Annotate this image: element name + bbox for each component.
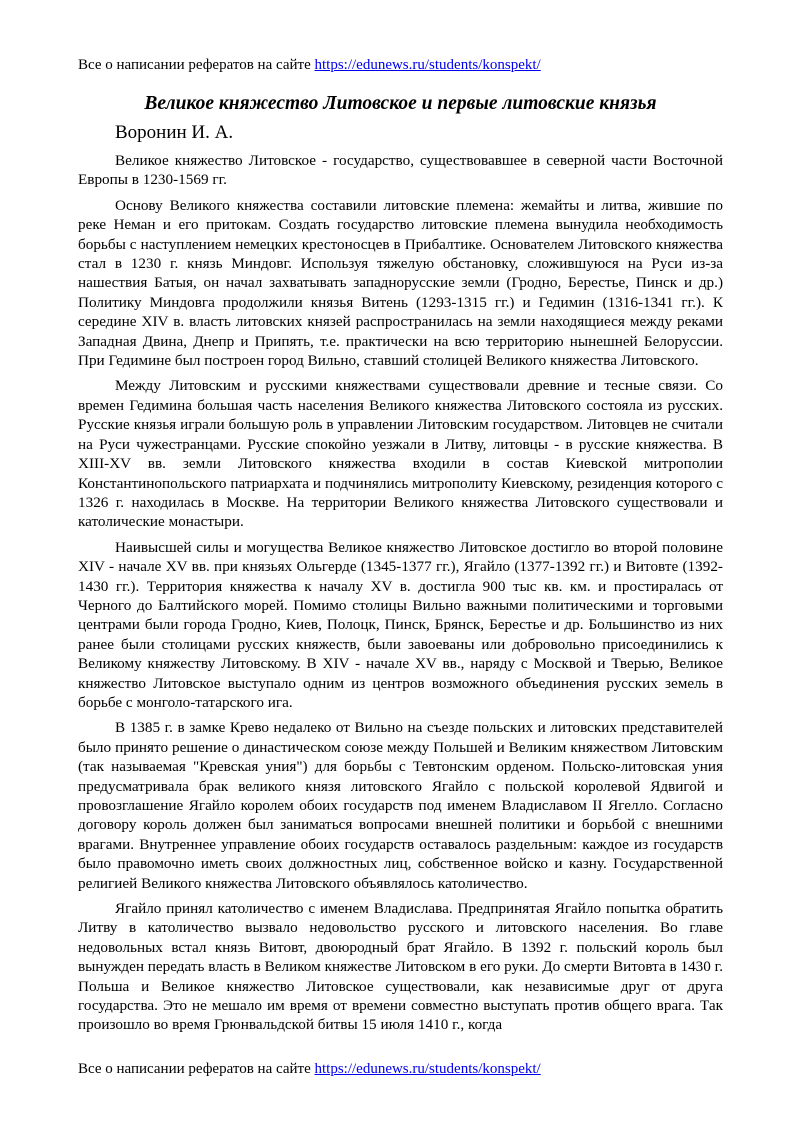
paragraph-6: Ягайло принял католичество с именем Владислава. Предпринятая Ягайло попытка обратить Литву в католичество вызвало недовольство русского и литовского населения. Во главе недовольных встал князь Витовт, двоюродный брат Ягайло. В 1392 г. польский король был вынужден передать власть в Великом княжестве Литовском в его руки. До смерти Витовта в 1430 г. Польша и Великое княжество Литовское существовали, как независимые друг от друга государства. Это не мешало им время от времени совместно выступать против общего врага. Так произошло во время Грюнвальдской битвы 15 июля 1410 г., когда <box>78 900 723 1034</box>
page-header <box>78 56 541 74</box>
page-footer <box>78 1060 541 1078</box>
footer-prefix-text: Все о написании рефератов на сайте <box>78 1061 315 1077</box>
article-title: Великое княжество Литовское и первые литовские князья <box>144 93 657 114</box>
paragraph-1: Великое княжество Литовское - государство, существовавшее в северной части Восточной Европы в 1230-1569 гг. <box>78 152 723 189</box>
paragraph-5: В 1385 г. в замке Крево недалеко от Вильно на съезде польских и литовских представителей было принято решение о династическом союзе между Польшей и Великим княжеством Литовским (так называемая "Кревская уния") для борьбы с Тевтонским орденом. Польско-литовская уния предусматривала брак великого князя литовского Ягайло с польской королевой Ядвигой и провозглашение Ягайло королем обоих государств под именем Владиславом II Ягелло. Согласно договору король должен был заниматься вопросами внешней политики и борьбой с внешними врагами. Внутреннее управление обоих государств оставалось раздельным: каждое из государств было правомочно иметь своих должностных лиц, собственное войско и казну. Государственной религией Великого княжества Литовского объявлялось католичество. <box>78 719 723 892</box>
header-prefix-text: Все о написании рефератов на сайте <box>78 57 315 73</box>
article-author: Воронин И. А. <box>115 122 234 143</box>
article-body <box>78 151 723 1041</box>
header-site-link[interactable]: https://edunews.ru/students/konspekt/ <box>314 57 541 73</box>
paragraph-4: Наивысшей силы и могущества Великое княжество Литовское достигло во второй половине XIV - начале XV вв. при князьях Ольгерде (1345-1377 гг.), Ягайло (1377-1392 гг.) и Витовте (1392-1430 гг.). Территория княжества к началу XV в. достигла 900 тыс кв. км. и простиралась от Черного до Балтийского морей. Помимо столицы Вильно важными политическими и торговыми центрами были города Гродно, Киев, Полоцк, Пинск, Брянск, Берестье и др. Большинство из них ранее были столицами русских княжеств, были завоеваны или добровольно присоединились к Великому княжеству Литовскому. В XIV - начале XV вв., наряду с Москвой и Тверью, Великое княжество Литовское выступало одним из центров возможного объединения русских земель в борьбе с монголо-татарского ига. <box>78 538 723 711</box>
footer-site-link[interactable]: https://edunews.ru/students/konspekt/ <box>314 1061 541 1077</box>
paragraph-2: Основу Великого княжества составили литовские племена: жемайты и литва, жившие по реке Неман и его притокам. Создать государство литовские племена вынудила необходимость борьбы с наступлением немецких крестоносцев в Прибалтике. Основателем Литовского княжества стал в 1230 г. князь Миндовг. Используя тяжелую обстановку, сложившуюся на Руси из-за нашествия Батыя, он начал захватывать западнорусские земли (Гродно, Берестье, Пинск и др.) Политику Миндовга продолжили князья Витень (1293-1315 гг.) и Гедимин (1316-1341 гг.). К середине XIV в. власть литовских князей распространилась на земли находящиеся между реками Западная Двина, Днепр и Припять, т.е. практически на всю территорию нынешней Белоруссии. При Гедимине был построен город Вильно, ставший столицей Великого княжества Литовского. <box>78 196 723 370</box>
paragraph-3: Между Литовским и русскими княжествами существовали древние и тесные связи. Со времен Гедимина большая часть населения Великого княжества Литовского состояла из русских. Русские князья играли большую роль в управлении Литовским государством. Литовцев не считали на Руси чужестранцами. Русские спокойно уезжали в Литву, литовцы - в русские княжества. В XIII-XV вв. земли Литовского княжества входили в состав Киевской митрополии Константинопольского патриархата и подчинялись митрополиту Киевскому, резиденция которого с 1326 г. находилась в Москве. На территории Великого княжества Литовского существовали и католические монастыри. <box>78 377 723 531</box>
